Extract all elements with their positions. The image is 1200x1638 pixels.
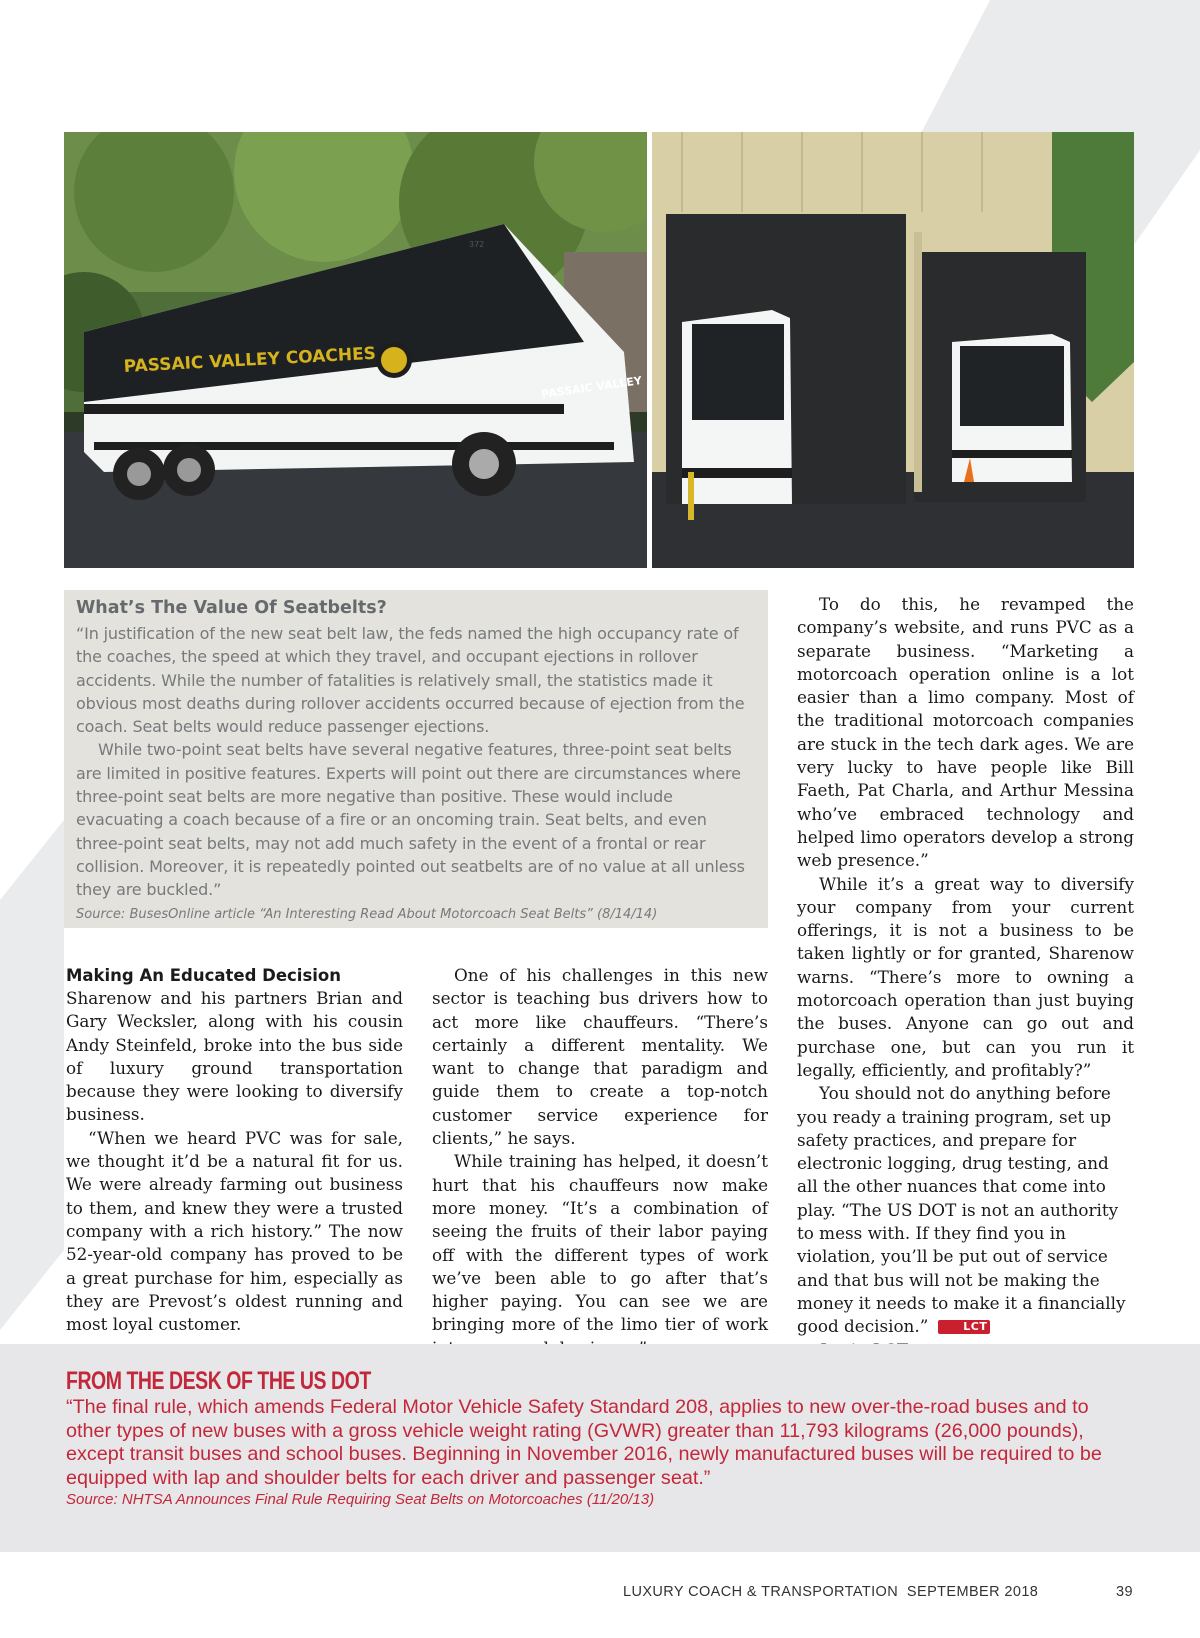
article-column-2 <box>432 964 768 1360</box>
article-paragraph: You should not do anything before you ready a training program, set up safety practices, and prepare for electronic logging, drug testing, and all the other nuances that come into play. “The US DOT is not an authority to mess with. If they find you in violation, you’ll be put out of service and that bus will not be making the money it needs to make it a financially good decision.” <box>797 1083 1126 1337</box>
bus-front-text: PASSAIC VALLEY <box>540 374 643 401</box>
sidebar-title: What’s The Value Of Seatbelts? <box>76 598 387 618</box>
article-paragraph-last <box>797 1082 1134 1338</box>
seatbelt-sidebar <box>64 590 768 928</box>
bus-photo <box>64 132 647 568</box>
bus-photo-icon <box>64 132 647 568</box>
article-paragraph: While it’s a great way to diversify your company from your current offerings, it is not a business to be taken lightly or for granted, Sharenow warns. “There’s more to owning a motorcoach operation than just buying the buses. Anyone can go out and purchase one, but can you run it legally, efficiently, and profitably?” <box>797 873 1134 1080</box>
sidebar-paragraph: “In justification of the new seat belt law, the feds named the high occupancy rate of the coaches, the speed at which they travel, and occupant ejections in rollover accidents. While the number of fatalities is relatively small, the statistics made it obvious most deaths during rollover accidents occurred because of ejection from the coach. Seat belts would reduce passenger ejections. <box>76 624 745 737</box>
dot-box-source: Source: NHTSA Announces Final Rule Requiring Seat Belts on Motorcoaches (11/20/13) <box>66 1491 655 1508</box>
article-paragraph: While training has helped, it doesn’t hurt that his chauffeurs now make more money. “It’s a combination of seeing the fruits of their labor paying off with the different types of work we’ve been able to go after that’s higher paying. You can see we are bringing more of the limo tier of work <box>432 1151 768 1335</box>
sidebar-source: Source: BusesOnline article “An Interesting Read About Motorcoach Seat Belts” (8/14/14) <box>76 906 658 922</box>
article-paragraph: One of his challenges in this new sector is teaching bus drivers how to act more like chauffeurs. “There’s certainly a different mentality. We want to change that paradigm and guide them to create a top-notch customer service experience for clients,” he says. <box>432 965 768 1149</box>
bus-livery-text: PASSAIC VALLEY COACHES <box>123 343 377 377</box>
sidebar-paragraph: While two-point seat belts have several negative features, three-point seat belts are limited in positive features. Experts will point out there are circumstances where three-point seat belts are more negative than positive. These would include evacuating a coach because of a fire or an oncoming train. Seat belts, and even three-point seat belts, may not add much safety in the event of a frontal or rear collision. Moreover, it is repeatedly pointed out seatbelts are of no value at all unless they are buckled.” <box>76 740 745 900</box>
lct-end-logo: LCT <box>938 1320 990 1334</box>
article-paragraph: To do this, he revamped the company’s website, and runs PVC as a separate business. “Marketing a motorcoach operation online is a lot easier than a limo company. Most of the traditional motorcoach companies are stuck in the tech dark ages. We are very lucky to have people like Bill Faeth, Pat Charla, and Arthur Messina who’ve embraced technology and helped limo operators develop a strong web presence.” <box>797 594 1134 871</box>
section-heading: Making An Educated Decision <box>66 966 342 985</box>
garage-photo-icon <box>652 132 1134 568</box>
page-number: 39 <box>1116 1584 1133 1600</box>
article-column-3 <box>797 593 1134 1362</box>
article-paragraph: “When we heard PVC was for sale, we thought it’d be a natural fit for us. We were already farming out business to them, and knew they were a trusted company with a rich history.” The now 52-year-old company has proved to be a great purchase for him, especially as they are Prevost’s oldest running and most loyal customer. <box>66 1127 403 1335</box>
dot-box-title: FROM THE DESK OF THE US DOT <box>66 1367 371 1395</box>
us-dot-box <box>0 1344 1200 1552</box>
article-column-1 <box>66 964 403 1336</box>
publication-name: LUXURY COACH & TRANSPORTATION SEPTEMBER 2018 <box>623 1584 1039 1600</box>
bus-fleet-number: 372 <box>469 240 485 249</box>
article-paragraph: Sharenow and his partners Brian and Gary Wecksler, along with his cousin Andy Steinfeld, broke into the bus side of luxury ground transportation because they were looking to diversify business. <box>66 988 403 1125</box>
garage-photo <box>652 132 1134 568</box>
dot-box-quote: “The final rule, which amends Federal Motor Vehicle Safety Standard 208, applies to new over-the-road buses and to other types of new buses with a gross vehicle weight rating (GVWR) greater than 11,793 kilograms (26,000 pounds), except transit buses and school buses. Beginning in November 2016, newly manufactured buses will be required to be equipped with lap and shoulder belts for each driver and passenger seat.” <box>66 1396 1102 1489</box>
